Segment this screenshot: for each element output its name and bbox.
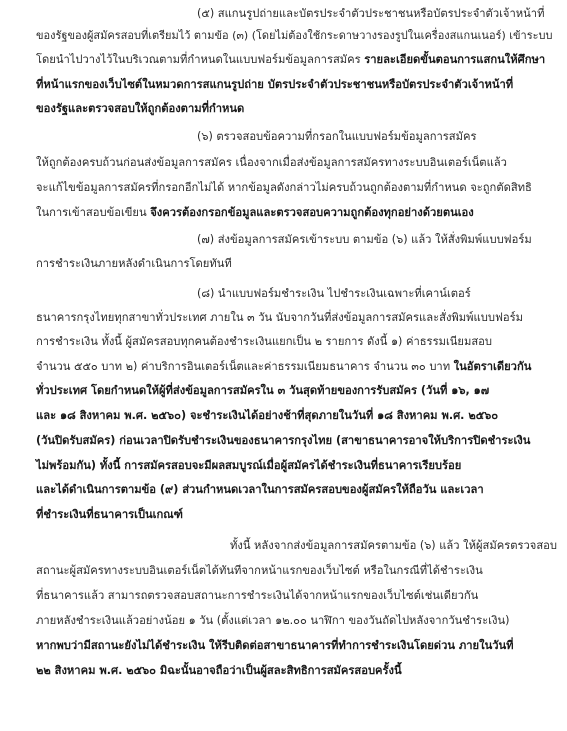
text-line: (๘) นำแบบฟอร์มชำระเงิน ไปชำระเงินเฉพาะที่เคาน์เตอร์ [197,287,471,300]
text-line: ของรัฐของผู้สมัครสอบที่เตรียมไว้ ตามข้อ (๓) (โดยไม่ต้องใช้กระดาษวางรองรูปในเครื่องสแกนเนอร์) เข้าระบบ [36,29,553,42]
text-line: ให้ถูกต้องครบถ้วนก่อนส่งข้อมูลการสมัคร เนื่องจากเมื่อส่งข้อมูลการสมัครทางระบบอินเตอร์เน็ตแล้ว [36,156,507,169]
text-line: ที่ธนาคารแล้ว สามารถตรวจสอบสถานะการชำระเงินได้จากหน้าแรกของเว็บไซต์เช่นเดียวกัน [36,589,479,602]
text-line: ที่ชำระเงินที่ธนาคารเป็นเกณฑ์ [36,508,183,521]
text-line: ภายหลังชำระเงินแล้วอย่างน้อย ๑ วัน (ตั้งแต่เวลา ๑๒.๐๐ นาฬิกา ของวันถัดไปหลังจากวันชำระเงิน) [36,614,510,627]
text-line: การชำระเงินภายหลังดำเนินการโดยทันที [36,257,232,270]
text-line: ธนาคารกรุงไทยทุกสาขาทั่วประเทศ ภายใน ๓ วัน นับจากวันที่ส่งข้อมูลการสมัครและสั่งพิมพ์แบบฟอร์ม [36,311,523,324]
text-line: ในการเข้าสอบข้อเขียน จึงควรต้องกรอกข้อมูลและตรวจสอบความถูกต้องทุกอย่างด้วยตนเอง [36,206,474,219]
text-line: ๒๒ สิงหาคม พ.ศ. ๒๕๖๐ มิฉะนั้นอาจถือว่าเป็นผู้สละสิทธิการสมัครสอบครั้งนี้ [36,664,402,677]
text-line: (๕) สแกนรูปถ่ายและบัตรประจำตัวประชาชนหรือบัตรประจำตัวเจ้าหน้าที่ [197,7,545,20]
text-line: (๖) ตรวจสอบข้อความที่กรอกในแบบฟอร์มข้อมูลการสมัคร [197,130,477,143]
text-line: หากพบว่ามีสถานะยังไม่ได้ชำระเงิน ให้รีบติดต่อสาขาธนาคารที่ทำการชำระเงินโดยด่วน ภายในวันที่ [36,639,514,652]
text-line: (วันปิดรับสมัคร) ก่อนเวลาปิดรับชำระเงินของธนาคารกรุงไทย (สาขาธนาคารอาจให้บริการปิดชำระเงิน [36,434,531,447]
text-line: โดยนำไปวางไว้ในบริเวณตามที่กำหนดในแบบฟอร์มข้อมูลการสมัคร รายละเอียดขั้นตอนการแสกนให้ศึกษา [36,53,546,66]
text-line: จำนวน ๕๕๐ บาท ๒) ค่าบริการอินเตอร์เน็ตและค่าธรรมเนียมธนาคาร จำนวน ๓๐ บาท ในอัตราเดียวกัน [36,360,532,373]
text-line: ไม่พร้อมกัน) ทั้งนี้ การสมัครสอบจะมีผลสมบูรณ์เมื่อผู้สมัครได้ชำระเงินที่ธนาคารเรียบร้อย [36,459,462,472]
text-line: จะแก้ไขข้อมูลการสมัครที่กรอกอีกไม่ได้ หากข้อมูลดังกล่าวไม่ครบถ้วนถูกต้องตามที่กำหนด จะถูกตัดสิทธิ [36,181,532,194]
text-line: และ ๑๘ สิงหาคม พ.ศ. ๒๕๖๐) จะชำระเงินได้อย่างช้าที่สุดภายในวันที่ ๑๘ สิงหาคม พ.ศ. ๒๕๖๐ [36,409,499,422]
text-line: (๗) ส่งข้อมูลการสมัครเข้าระบบ ตามข้อ (๖) แล้ว ให้สั่งพิมพ์แบบฟอร์ม [197,233,532,246]
text-line: ทั้งนี้ หลังจากส่งข้อมูลการสมัครตามข้อ (๖) แล้ว ให้ผู้สมัครตรวจสอบ [230,539,557,552]
text-line: การชำระเงิน ทั้งนี้ ผู้สมัครสอบทุกคนต้องชำระเงินแยกเป็น ๒ รายการ ดังนี้ ๑) ค่าธรรมเนียมสอบ [36,335,492,348]
text-line: ทั่วประเทศ โดยกำหนดให้ผู้ที่ส่งข้อมูลการสมัครใน ๓ วันสุดท้ายของการรับสมัคร (วันที่ ๑๖, ๑๗ [36,384,490,397]
text-line: ของรัฐและตรวจสอบให้ถูกต้องตามที่กำหนด [36,102,245,115]
text-line: และได้ดำเนินการตามข้อ (๙) ส่วนกำหนดเวลาในการสมัครสอบของผู้สมัครให้ถือวัน และเวลา [36,483,484,496]
text-line: ที่หน้าแรกของเว็บไซต์ในหมวดการสแกนรูปถ่าย บัตรประจำตัวประชาชนหรือบัตรประจำตัวเจ้าหน้าที่ [36,78,514,91]
text-line: สถานะผู้สมัครทางระบบอินเตอร์เน็ตได้ทันทีจากหน้าแรกของเว็บไซต์ หรือในกรณีที่ได้ชำระเงิน [36,564,483,577]
